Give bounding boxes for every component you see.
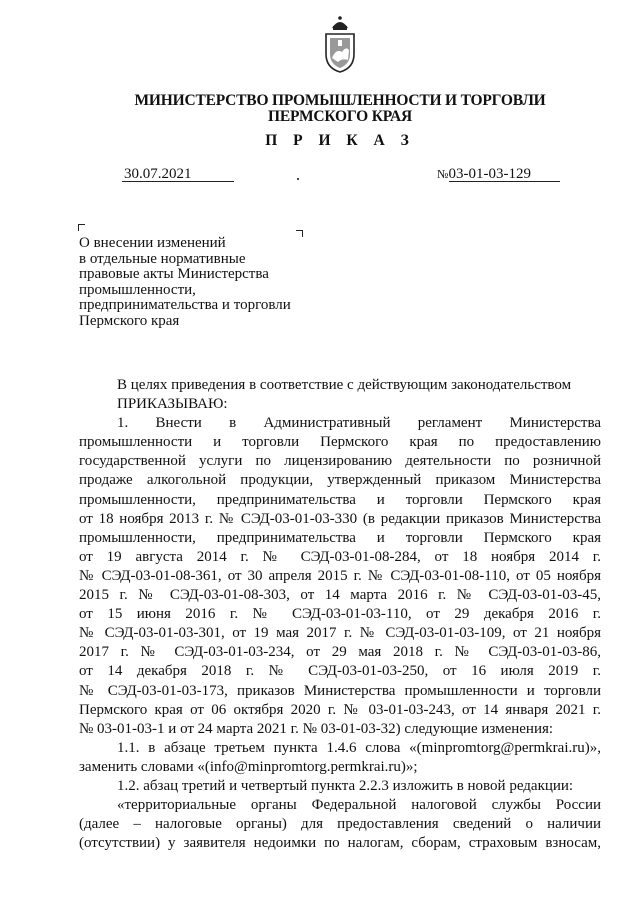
body-line: № 03-01-03-1 и от 24 марта 2021 г. № 03-01-03-32) следующие изменения: bbox=[79, 720, 554, 737]
body-line: промышленности, предпринимательства и торговли Пермского края bbox=[79, 529, 601, 546]
subject-line: Пермского края bbox=[79, 312, 180, 329]
body-line: № СЭД-03-01-03-301, от 19 мая 2017 г. № СЭД-03-01-03-109, от 21 ноября bbox=[79, 625, 601, 642]
body-line: промышленности и торговли Пермского края по предоставлению bbox=[79, 434, 601, 451]
body-line: ПРИКАЗЫВАЮ: bbox=[117, 396, 228, 413]
subject-line: в отдельные нормативные bbox=[79, 250, 246, 267]
body-line: Пермского края от 06 октября 2020 г. № 03-01-03-243, от 14 января 2021 г. bbox=[79, 701, 601, 718]
body-line: 2017 г. № СЭД-03-01-03-234, от 29 мая 2018 г. № СЭД-03-01-03-86, bbox=[79, 644, 601, 661]
body-line: от 19 августа 2014 г. № СЭД-03-01-08-284, от 18 ноября 2014 г. bbox=[79, 548, 601, 565]
scan-dot bbox=[297, 178, 299, 180]
body-line: промышленности, предпринимательства и торговли Пермского края bbox=[79, 491, 601, 508]
subject-line: промышленности, bbox=[79, 281, 196, 298]
body-line: (далее – налоговые органы) для предоставления сведений о наличии bbox=[79, 816, 601, 833]
body-line: государственной услуги по лицензированию деятельности по розничной bbox=[79, 453, 601, 470]
body-line: 1.1. в абзаце третьем пункта 1.4.6 слова «(minpromtorg@permkrai.ru)», bbox=[117, 739, 601, 756]
ministry-name-line1: МИНИСТЕРСТВО ПРОМЫШЛЕННОСТИ И ТОРГОВЛИ bbox=[134, 92, 546, 109]
subject-block bbox=[79, 236, 291, 330]
subject-line: О внесении изменений bbox=[79, 235, 226, 251]
ministry-name-line2: ПЕРМСКОГО КРАЯ bbox=[267, 108, 413, 125]
order-date: 30.07.2021 bbox=[124, 166, 192, 182]
order-body bbox=[79, 376, 601, 853]
body-line: 1. Внести в Административный регламент Министерства bbox=[117, 415, 601, 432]
body-line: № СЭД-03-01-08-361, от 30 апреля 2015 г. № СЭД-03-01-08-110, от 05 ноября bbox=[79, 567, 601, 584]
date-underline bbox=[122, 181, 234, 182]
body-line: (отсутствии) у заявителя недоимки по налогам, сборам, страховым взносам, bbox=[79, 835, 601, 852]
number-sign: № bbox=[437, 167, 449, 181]
body-line: продаже алкогольной продукции, утвержденный приказом Министерства bbox=[79, 472, 601, 489]
body-line: 1.2. абзац третий и четвертый пункта 2.2.3 изложить в новой редакции: bbox=[117, 777, 574, 794]
subject-line: предпринимательства и торговли bbox=[79, 297, 291, 314]
number-underline bbox=[449, 181, 560, 182]
body-line: «территориальные органы Федеральной налоговой службы России bbox=[117, 797, 601, 814]
subject-corner-right bbox=[296, 230, 303, 237]
coat-of-arms-icon bbox=[322, 14, 358, 74]
number-value: 03-01-03-129 bbox=[448, 166, 531, 182]
body-line: № СЭД-03-01-03-173, приказов Министерства промышленности и торговли bbox=[79, 682, 601, 699]
body-line: от 18 ноября 2013 г. № СЭД-03-01-03-330 (в редакции приказов Министерства bbox=[79, 510, 601, 527]
document-type: П Р И К А З bbox=[265, 132, 415, 149]
subject-corner-left bbox=[78, 224, 85, 231]
body-line: от 15 июня 2016 г. № СЭД-03-01-03-110, от 29 декабря 2016 г. bbox=[79, 606, 601, 623]
body-line: от 14 декабря 2018 г. № СЭД-03-01-03-250, от 16 июля 2019 г. bbox=[79, 663, 601, 680]
body-line: В целях приведения в соответствие с действующим законодательством bbox=[117, 377, 572, 393]
subject-line: правовые акты Министерства bbox=[79, 266, 269, 283]
body-line: заменить словами «(info@minpromtorg.permkrai.ru)»; bbox=[79, 758, 418, 775]
body-line: 2015 г. № СЭД-03-01-08-303, от 14 марта 2016 г. № СЭД-03-01-03-45, bbox=[79, 587, 601, 604]
